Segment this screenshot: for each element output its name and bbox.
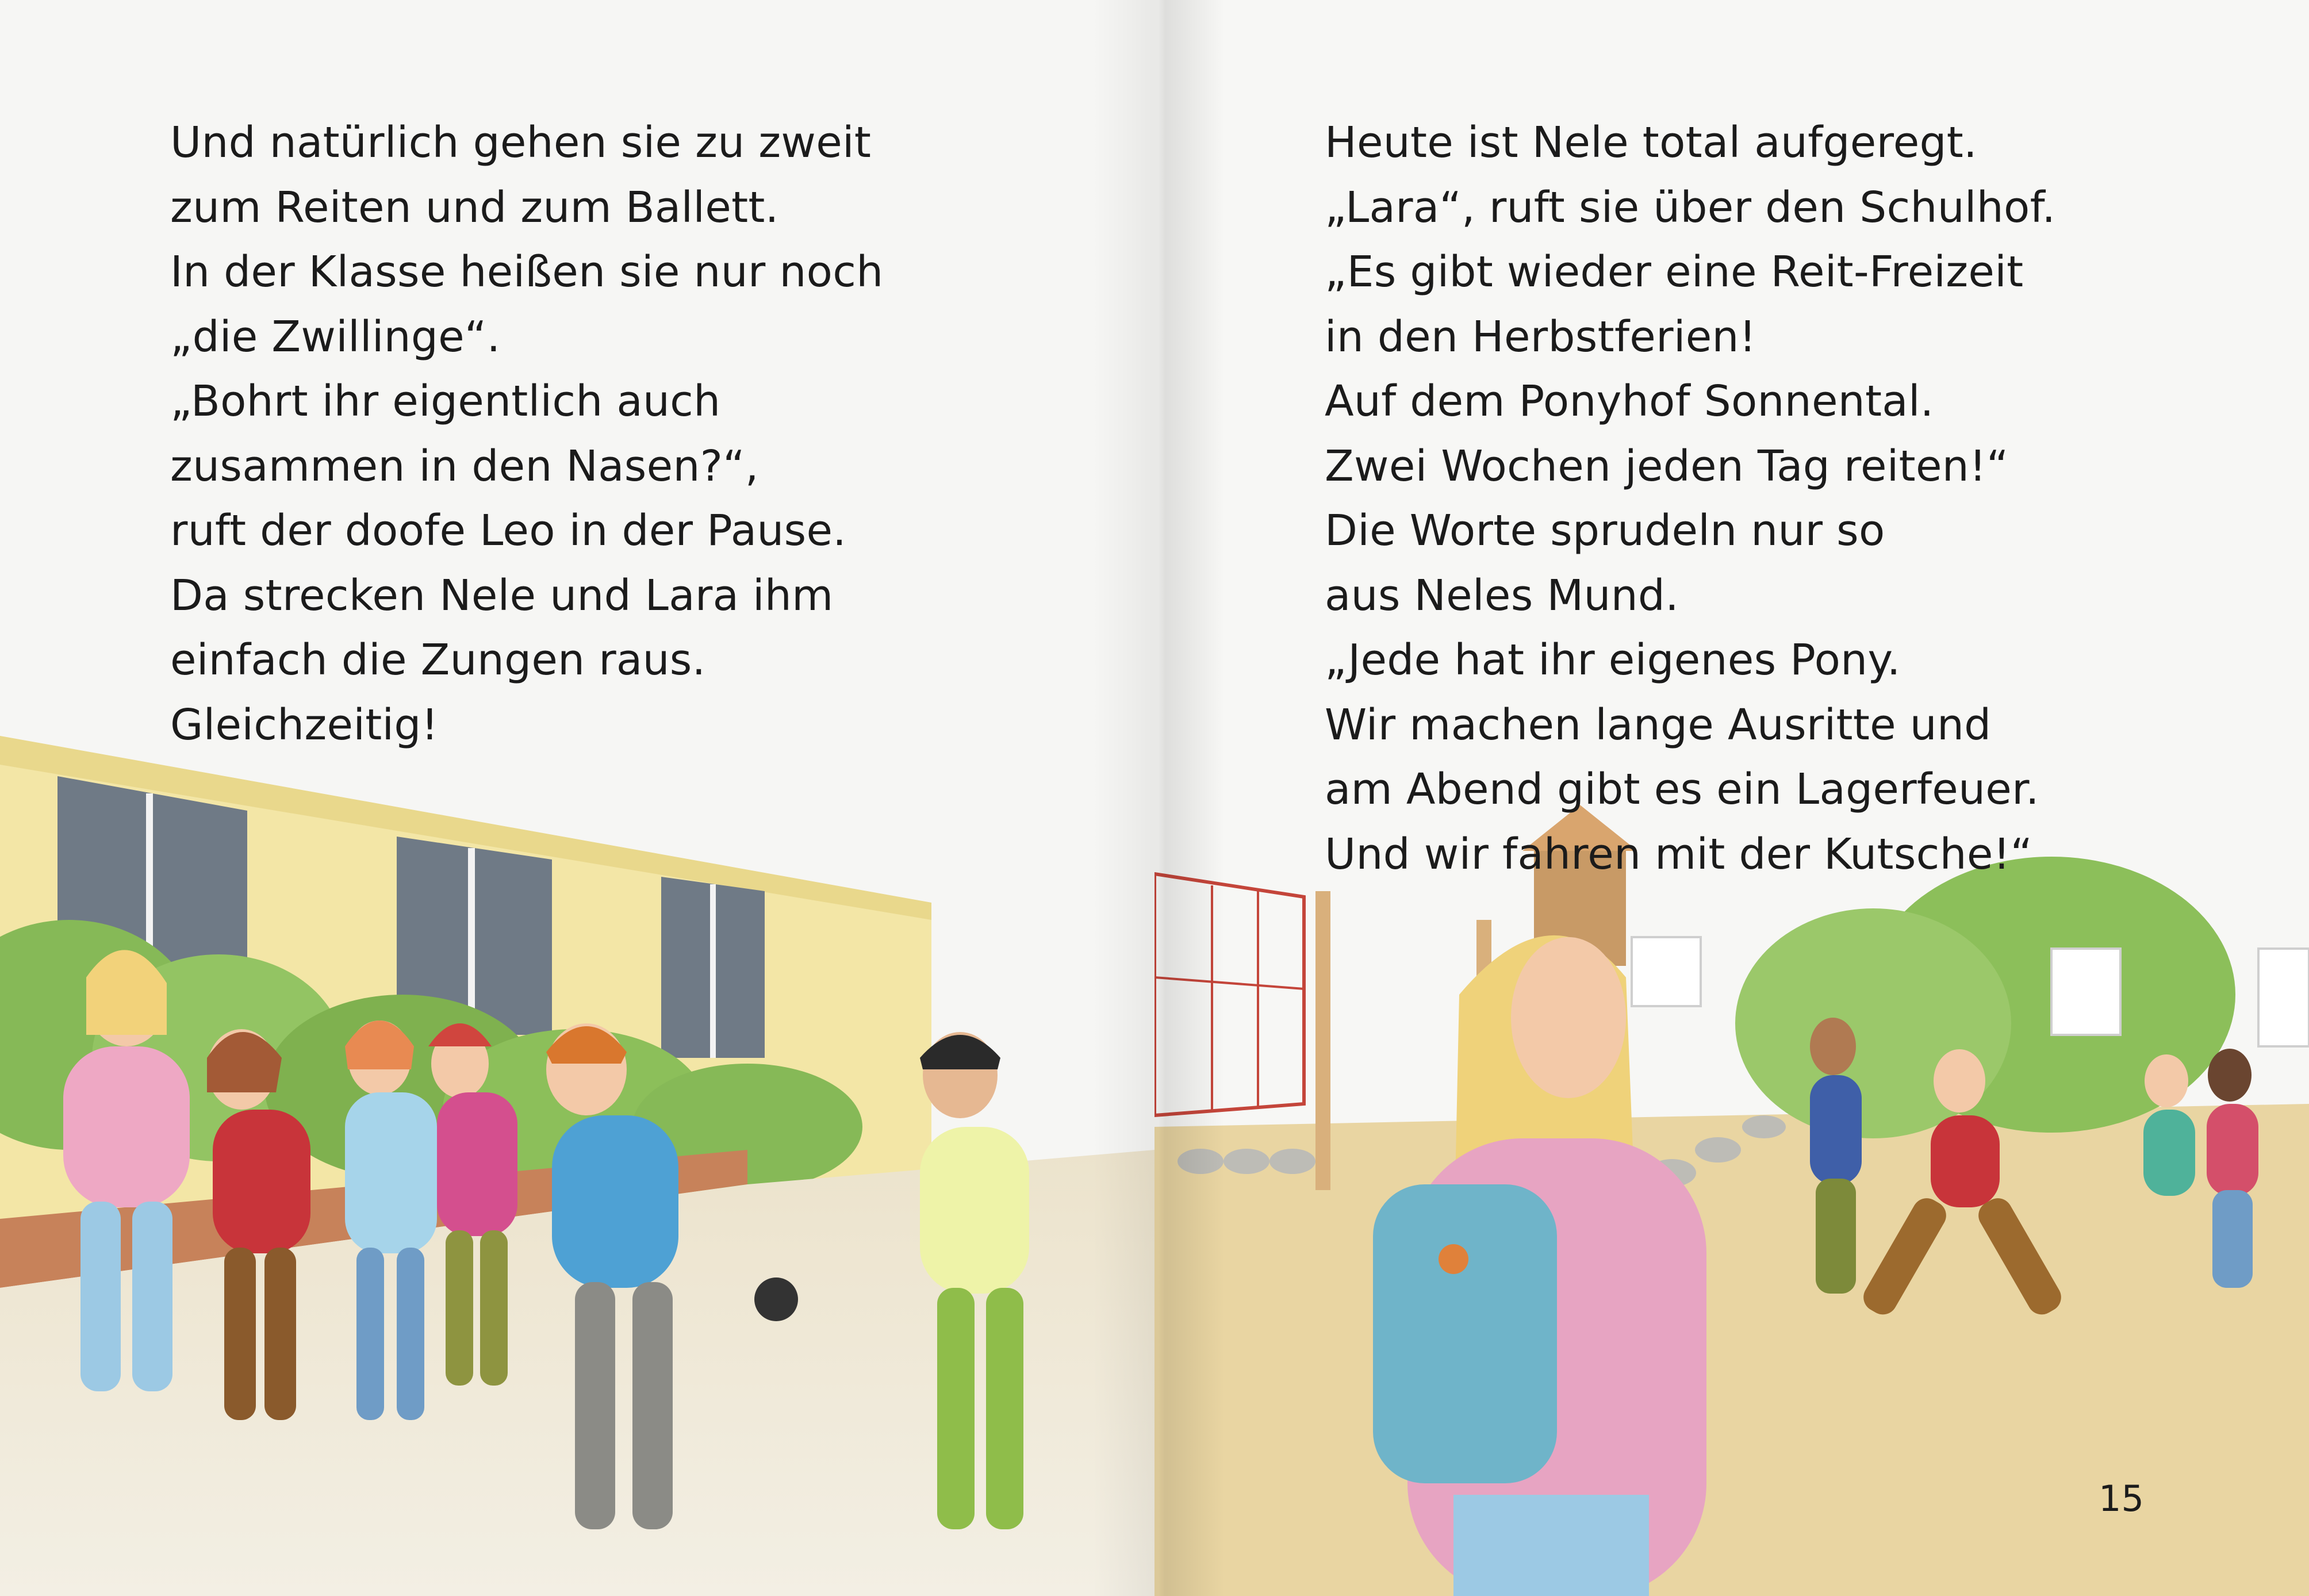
- page-number: 15: [2099, 1478, 2144, 1520]
- text-line: „die Zwillinge“.: [170, 312, 501, 362]
- schoolyard-illustration: [0, 713, 1154, 1596]
- girl-with-backpack: [1373, 935, 1706, 1596]
- text-line: Da strecken Nele und Lara ihm: [170, 570, 834, 620]
- text-line: zusammen in den Nasen?“,: [170, 441, 759, 491]
- text-line: in den Herbstferien!: [1325, 312, 1756, 362]
- right-page-text: [1325, 110, 2055, 887]
- text-line: „Bohrt ihr eigentlich auch: [170, 377, 721, 426]
- text-line: Auf dem Ponyhof Sonnental.: [1325, 377, 1934, 426]
- text-line: „Lara“, ruft sie über den Schulhof.: [1325, 182, 2056, 232]
- left-page-text: [170, 110, 883, 757]
- text-line: Und wir fahren mit der Kutsche!“: [1325, 829, 2033, 879]
- text-line: Gleichzeitig!: [170, 700, 439, 750]
- text-line: In der Klasse heißen sie nur noch: [170, 247, 884, 297]
- text-line: Zwei Wochen jeden Tag reiten!“: [1325, 441, 2009, 491]
- left-page: [0, 0, 1154, 1596]
- text-line: Die Worte sprudeln nur so: [1325, 506, 1885, 555]
- text-line: einfach die Zungen raus.: [170, 635, 706, 685]
- text-line: am Abend gibt es ein Lagerfeuer.: [1325, 765, 2039, 814]
- text-line: zum Reiten und zum Ballett.: [170, 182, 779, 232]
- text-line: ruft der doofe Leo in der Pause.: [170, 506, 847, 555]
- text-line: aus Neles Mund.: [1325, 570, 1679, 620]
- text-line: „Es gibt wieder eine Reit-Freizeit: [1325, 247, 2024, 297]
- text-line: Wir machen lange Ausritte und: [1325, 700, 1992, 750]
- text-line: Heute ist Nele total aufgeregt.: [1325, 118, 1977, 167]
- text-line: Und natürlich gehen sie zu zweit: [170, 118, 872, 167]
- text-line: „Jede hat ihr eigenes Pony.: [1325, 635, 1901, 685]
